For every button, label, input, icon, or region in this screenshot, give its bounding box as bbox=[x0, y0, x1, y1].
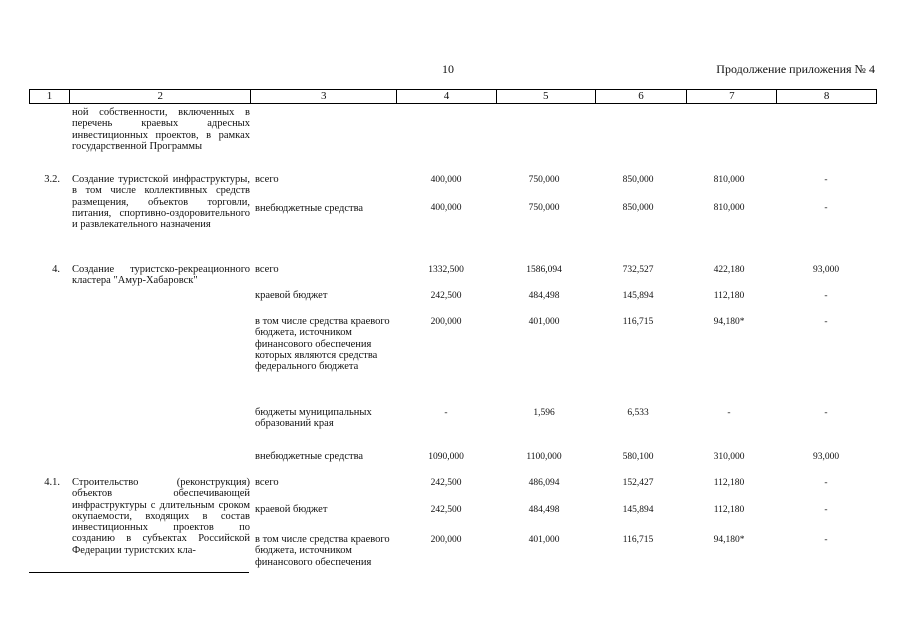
value-cell: - bbox=[444, 408, 448, 418]
value-cell: 580,100 bbox=[622, 452, 654, 462]
value-cell: 850,000 bbox=[622, 175, 654, 185]
col-5-header: 5 bbox=[497, 90, 596, 103]
value-cell: - bbox=[824, 203, 828, 213]
value-cell: 242,500 bbox=[430, 291, 462, 301]
value-cell: 1,596 bbox=[533, 408, 555, 418]
value-cell: - bbox=[824, 317, 828, 327]
source-label: внебюджетные средства bbox=[255, 451, 364, 462]
source-label: бюджеты муниципальных образований края bbox=[255, 407, 372, 430]
value-cell: - bbox=[824, 408, 828, 418]
value-cell: 94,180* bbox=[713, 317, 745, 327]
row-name: Создание туристской инфраструктуры, в том числе коллективных средств размещения, объектов торговли, питания, спортивно-оздоровительного и развлекательного назначения bbox=[72, 174, 250, 231]
value-cell: 116,715 bbox=[622, 317, 654, 327]
value-cell: 94,180* bbox=[713, 535, 745, 545]
source-label: краевой бюджет bbox=[255, 290, 328, 301]
value-cell: 400,000 bbox=[430, 175, 462, 185]
col-8-header: 8 bbox=[823, 90, 830, 102]
value-cell: 200,000 bbox=[430, 535, 462, 545]
value-cell: - bbox=[727, 408, 731, 418]
value-cell: 750,000 bbox=[528, 203, 560, 213]
value-cell: 401,000 bbox=[528, 535, 560, 545]
row-number: 3.2. bbox=[44, 174, 60, 185]
value-cell: 810,000 bbox=[713, 175, 745, 185]
source-label: всего bbox=[255, 264, 279, 275]
value-cell: 112,180 bbox=[713, 478, 745, 488]
row-number: 4.1. bbox=[44, 477, 60, 488]
source-label: в том числе средства краевого бюджета, источником финансового обеспечения которых являются средства федерального бюджета bbox=[255, 316, 390, 373]
value-cell: 732,527 bbox=[622, 265, 654, 275]
value-cell: 152,427 bbox=[622, 478, 654, 488]
value-cell: - bbox=[824, 478, 828, 488]
value-cell: 242,500 bbox=[430, 505, 462, 515]
source-label: в том числе средства краевого бюджета, источником финансового обеспечения bbox=[255, 534, 390, 568]
value-cell: 484,498 bbox=[528, 291, 560, 301]
row-name: Строительство (реконструкция) объектов обеспечивающей инфраструктуры с длительным сроком окупаемости, входящих в состав инвестиционных проектов по созданию в субъектах Российской Федерации туристских кла- bbox=[72, 477, 250, 556]
value-cell: 422,180 bbox=[713, 265, 745, 275]
value-cell: 145,894 bbox=[622, 291, 654, 301]
source-label: всего bbox=[255, 477, 279, 488]
value-cell: 1332,500 bbox=[428, 265, 464, 275]
value-cell: 486,094 bbox=[528, 478, 560, 488]
row-name: Создание туристско-рекреационного кластера "Амур-Хабаровск" bbox=[72, 264, 250, 287]
value-cell: 112,180 bbox=[713, 291, 745, 301]
col-4-header: 4 bbox=[397, 90, 497, 103]
value-cell: - bbox=[824, 505, 828, 515]
col-2-header: 2 bbox=[70, 90, 252, 103]
value-cell: 400,000 bbox=[430, 203, 462, 213]
value-cell: 116,715 bbox=[622, 535, 654, 545]
value-cell: 6,533 bbox=[627, 408, 649, 418]
value-cell: - bbox=[824, 175, 828, 185]
column-header-row bbox=[29, 89, 877, 104]
value-cell: 242,500 bbox=[430, 478, 462, 488]
value-cell: 1100,000 bbox=[526, 452, 562, 462]
value-cell: 93,000 bbox=[812, 265, 840, 275]
value-cell: 1586,094 bbox=[526, 265, 562, 275]
value-cell: 200,000 bbox=[430, 317, 462, 327]
value-cell: 1090,000 bbox=[428, 452, 464, 462]
col-1-header: 1 bbox=[30, 90, 70, 103]
value-cell: 484,498 bbox=[528, 505, 560, 515]
value-cell: - bbox=[824, 291, 828, 301]
value-cell: - bbox=[824, 535, 828, 545]
value-cell: 401,000 bbox=[528, 317, 560, 327]
value-cell: 112,180 bbox=[713, 505, 745, 515]
source-label: всего bbox=[255, 174, 279, 185]
carryover-text: ной собственности, включенных в перечень краевых адресных инвестиционных проектов, в рамках государственной Программы bbox=[72, 107, 250, 152]
col-3-header: 3 bbox=[251, 90, 397, 103]
value-cell: 310,000 bbox=[713, 452, 745, 462]
value-cell: 750,000 bbox=[528, 175, 560, 185]
value-cell: 93,000 bbox=[812, 452, 840, 462]
footnote-separator bbox=[29, 572, 249, 573]
col-7-header: 7 bbox=[687, 90, 777, 103]
page-number: 10 bbox=[442, 62, 454, 76]
row-number: 4. bbox=[52, 264, 60, 275]
col-6-header: 6 bbox=[596, 90, 688, 103]
source-label: краевой бюджет bbox=[255, 504, 328, 515]
value-cell: 810,000 bbox=[713, 203, 745, 213]
source-label: внебюджетные средства bbox=[255, 203, 364, 214]
value-cell: 850,000 bbox=[622, 203, 654, 213]
value-cell: 145,894 bbox=[622, 505, 654, 515]
appendix-continuation: Продолжение приложения № 4 bbox=[716, 62, 875, 76]
